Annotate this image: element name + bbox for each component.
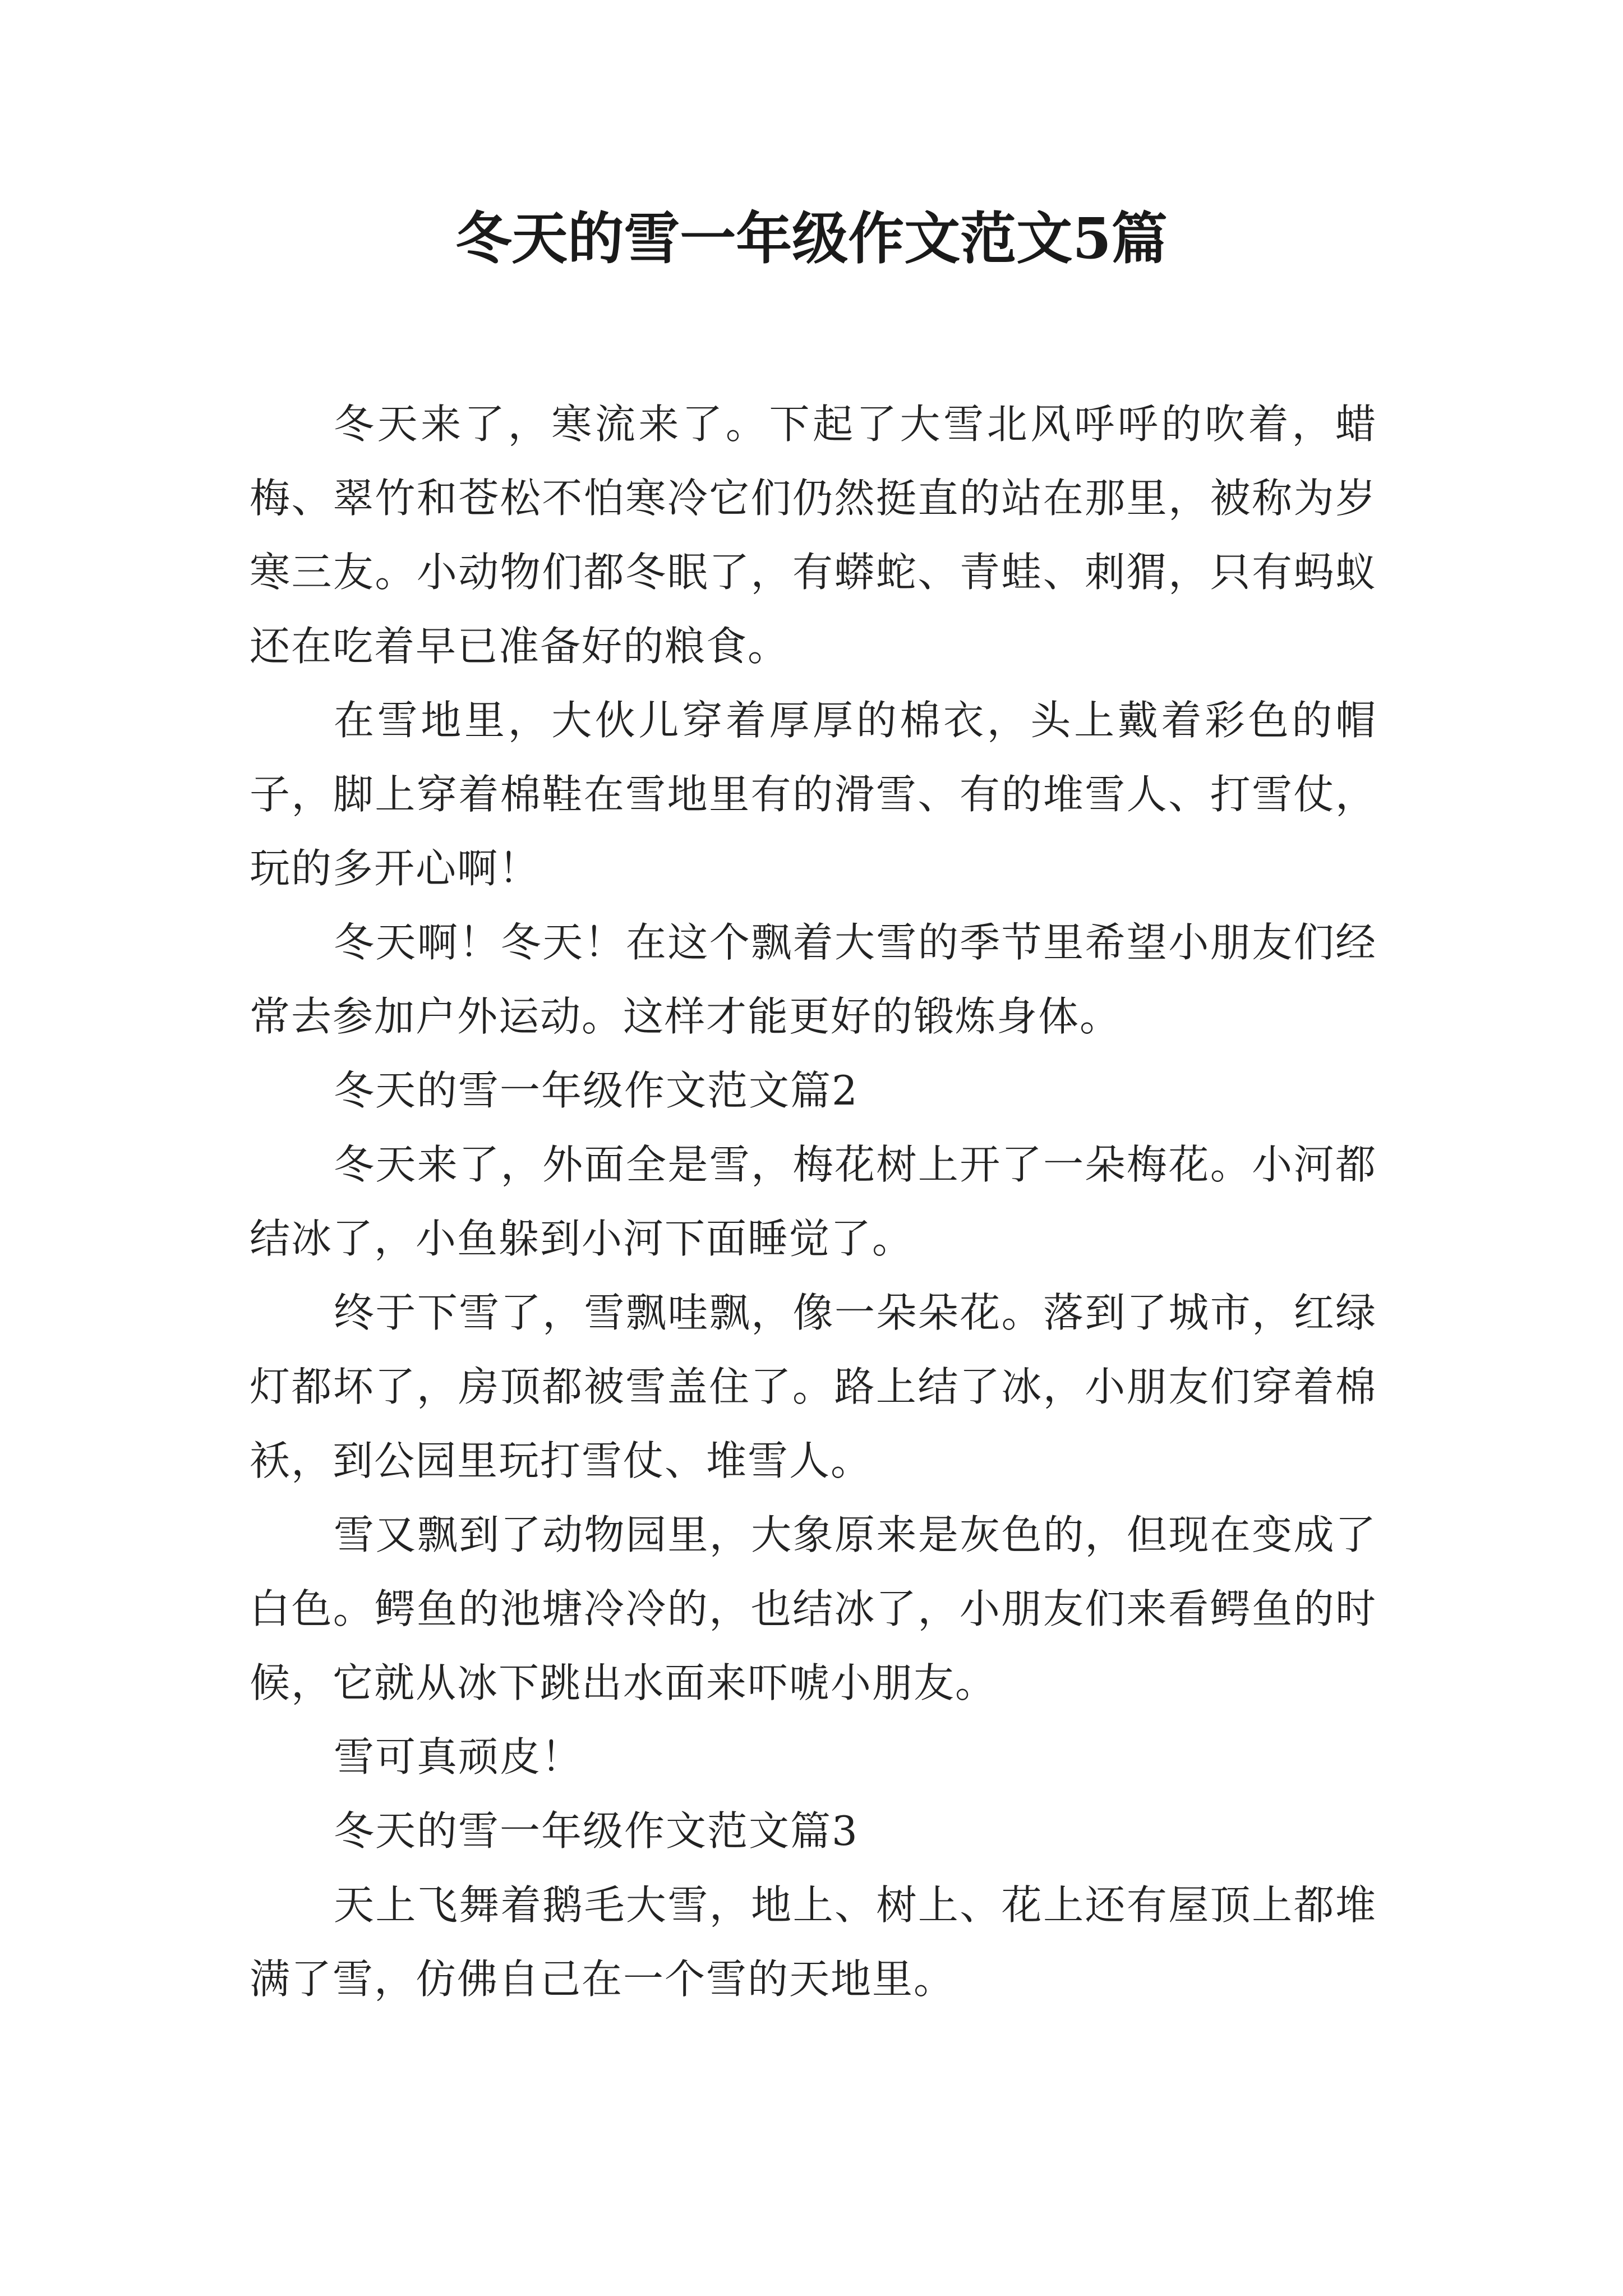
- paragraph: 雪可真顽皮！: [334, 1733, 583, 1780]
- section-heading: 冬天的雪一年级作文范文篇2: [334, 1067, 859, 1114]
- document-title: 冬天的雪一年级作文范文5篇: [455, 205, 1168, 272]
- paragraph: 终于下雪了，雪飘哇飘，像一朵朵花。落到了城市，红绿灯都坏了，房顶都被雪盖住了。路上结了冰，小朋友们穿着棉袄，到公园里玩打雪仗、堆雪人。: [250, 1289, 1377, 1484]
- paragraph: 冬天来了，寒流来了。下起了大雪北风呼呼的吹着，蜡梅、翠竹和苍松不怕寒冷它们仍然挺直的站在那里，被称为岁寒三友。小动物们都冬眠了，有蟒蛇、青蛙、刺猬，只有蚂蚁还在吃着早已准备好的粮食。: [250, 401, 1377, 670]
- paragraph: 冬天来了，外面全是雪，梅花树上开了一朵梅花。小河都结冰了，小鱼躲到小河下面睡觉了。: [250, 1141, 1377, 1262]
- paragraph: 冬天啊！冬天！在这个飘着大雪的季节里希望小朋友们经常去参加户外运动。这样才能更好的锻炼身体。: [250, 919, 1377, 1040]
- paragraph: 雪又飘到了动物园里，大象原来是灰色的，但现在变成了白色。鳄鱼的池塘冷冷的，也结冰了，小朋友们来看鳄鱼的时候，它就从冰下跳出水面来吓唬小朋友。: [250, 1511, 1377, 1706]
- section-heading: 冬天的雪一年级作文范文篇3: [334, 1807, 859, 1855]
- document-body: [250, 387, 1377, 2016]
- paragraph: 在雪地里，大伙儿穿着厚厚的棉衣，头上戴着彩色的帽子，脚上穿着棉鞋在雪地里有的滑雪、有的堆雪人、打雪仗，玩的多开心啊！: [250, 697, 1377, 892]
- paragraph: 天上飞舞着鹅毛大雪，地上、树上、花上还有屋顶上都堆满了雪，仿佛自己在一个雪的天地里。: [250, 1881, 1377, 2003]
